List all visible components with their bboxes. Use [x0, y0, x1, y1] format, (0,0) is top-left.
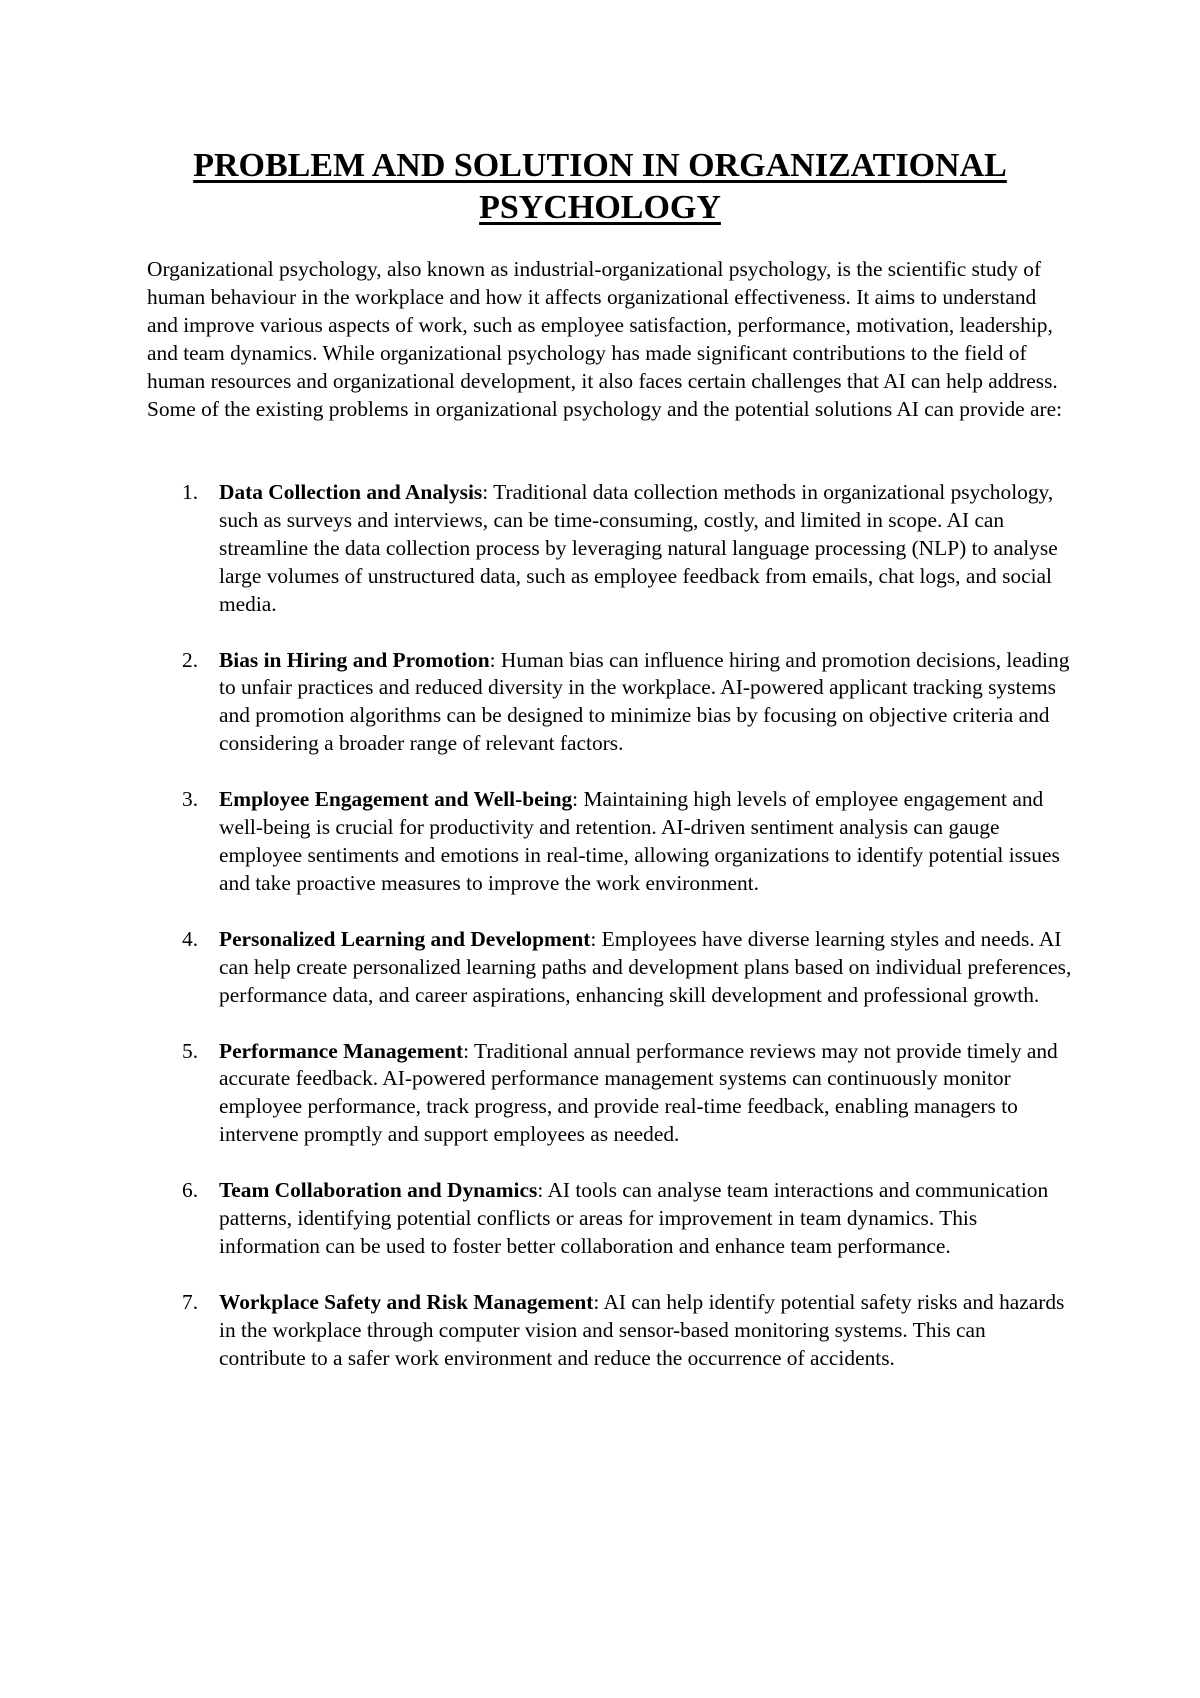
list-item-text: : Maintaining high levels of employee engagement and well-being is crucial for productivity and retention. AI-driven sentiment analysis can gauge employee sentiments and emotions in real-time, allowing organizations to identify potential issues and take proactive measures to improve the work environment.	[219, 787, 1060, 895]
list-item-text: : Human bias can influence hiring and promotion decisions, leading to unfair practices and reduced diversity in the workplace. AI-powered applicant tracking systems and promotion algorithms can be designed to minimize bias by focusing on objective criteria and considering a broader range of relevant factors.	[219, 647, 1070, 756]
list-item-text: : AI can help identify potential safety risks and hazards in the workplace through computer vision and sensor-based monitoring systems. This can contribute to a safer work environment and reduce the occurrence of accidents.	[219, 1289, 1065, 1370]
list-item-number: 7.	[182, 1289, 199, 1314]
list-item	[147, 647, 1072, 759]
list-item-text: : Traditional annual performance reviews may not provide timely and accurate feedback. AI-powered performance management systems can continuously monitor employee performance, track progress, and provide real-time feedback, enabling managers to intervene promptly and support employees as needed.	[219, 1038, 1058, 1147]
list-item-term: Bias in Hiring and Promotion	[219, 647, 490, 672]
list-item-term: Team Collaboration and Dynamics	[219, 1178, 538, 1203]
list-item-term: Employee Engagement and Well-being	[219, 787, 573, 812]
list-item	[147, 1289, 1072, 1373]
problem-list	[147, 479, 1072, 1401]
list-item-number: 5.	[182, 1038, 199, 1063]
list-item	[147, 926, 1072, 1010]
intro-paragraph: Organizational psychology, also known as industrial-organizational psychology, is the scientific study of human behaviour in the workplace and how it affects organizational effectiveness. It aims to understand and improve various aspects of work, such as employee satisfaction, performance, motivation, leadership, and team dynamics. While organizational psychology has made significant contributions to the field of human resources and organizational development, it also faces certain challenges that AI can help address. Some of the existing problems in organizational psychology and the potential solutions AI can provide are:	[147, 257, 1063, 421]
list-item-term: Data Collection and Analysis	[219, 480, 483, 504]
list-item	[147, 479, 1072, 619]
list-item-text: : Traditional data collection methods in organizational psychology, such as surveys and interviews, can be time-consuming, costly, and limited in scope. AI can streamline the data collection process by leveraging natural language processing (NLP) to analyse large volumes of unstructured data, such as employee feedback from emails, chat logs, and social media.	[219, 480, 1058, 616]
list-item-number: 2.	[182, 647, 199, 672]
list-item	[147, 1038, 1072, 1150]
list-item-term: Workplace Safety and Risk Management	[219, 1289, 594, 1314]
list-item-text: : AI tools can analyse team interactions and communication patterns, identifying potential conflicts or areas for improvement in team dynamics. This information can be used to foster better collaboration and enhance team performance.	[219, 1178, 1049, 1258]
list-item-term: Performance Management	[219, 1038, 464, 1063]
list-item-number: 3.	[182, 787, 199, 812]
list-item-number: 4.	[182, 926, 199, 951]
list-item	[147, 786, 1072, 898]
page-title: PROBLEM AND SOLUTION IN ORGANIZATIONAL PSYCHOLOGY	[193, 147, 1007, 226]
list-item-number: 6.	[182, 1178, 199, 1203]
list-item	[147, 1177, 1072, 1261]
list-item-text: : Employees have diverse learning styles and needs. AI can help create personalized learning paths and development plans based on individual preferences, performance data, and career aspirations, enhancing skill development and professional growth.	[219, 926, 1072, 1007]
list-item-number: 1.	[182, 480, 199, 504]
list-item-term: Personalized Learning and Development	[219, 926, 591, 951]
